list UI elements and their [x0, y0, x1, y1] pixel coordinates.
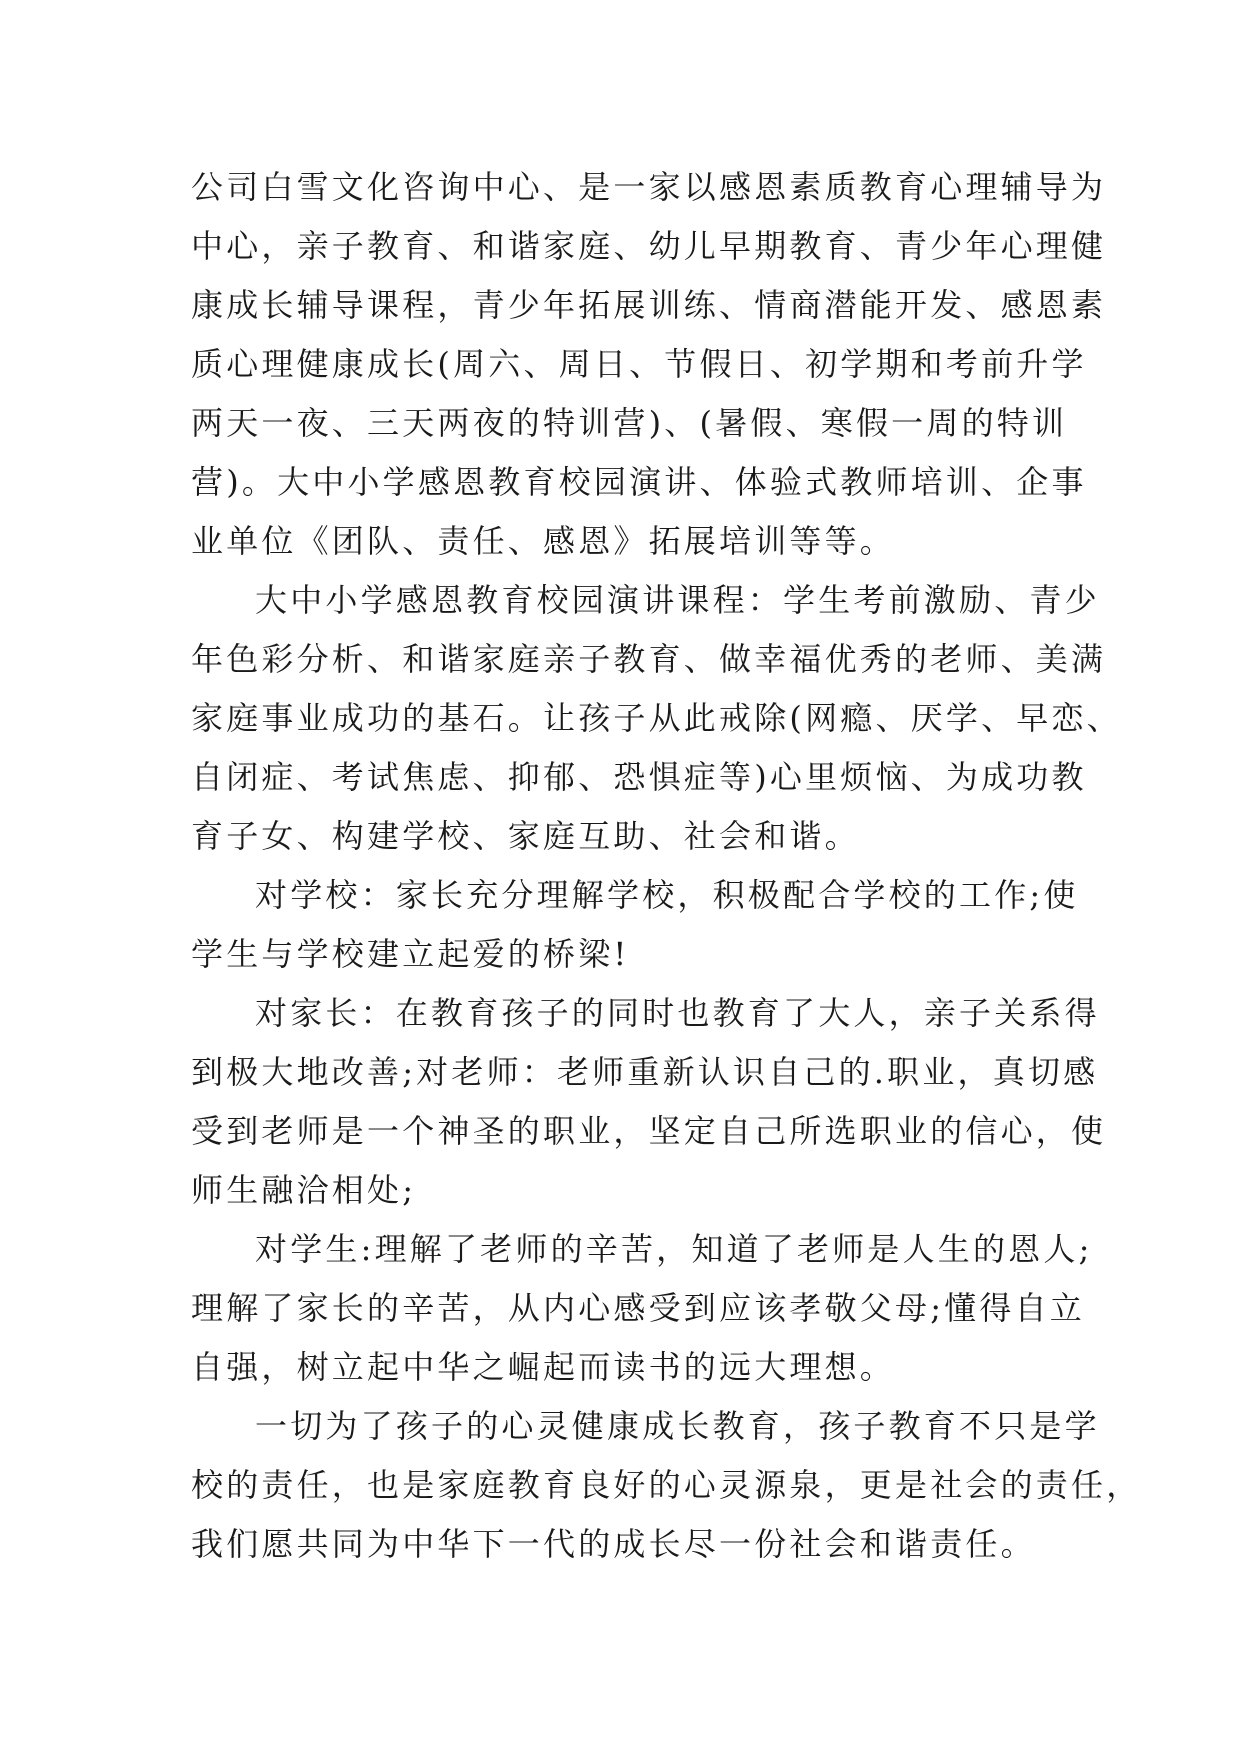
paragraph-intro-line-4: 质心理健康成长(周六、周日、节假日、初学期和考前升学: [191, 345, 1087, 383]
paragraph-conclusion-line-2: 校的责任，也是家庭教育良好的心灵源泉，更是社会的责任，: [191, 1466, 1142, 1504]
paragraph-lecture-courses-line-3: 家庭事业成功的基石。让孩子从此戒除(网瘾、厌学、早恋、: [191, 699, 1122, 737]
paragraph-for-students-line-1: 对学生:理解了老师的辛苦，知道了老师是人生的恩人;: [255, 1230, 1093, 1268]
paragraph-lecture-courses-line-4: 自闭症、考试焦虑、抑郁、恐惧症等)心里烦恼、为成功教: [191, 758, 1087, 796]
paragraph-intro-line-6: 营)。大中小学感恩教育校园演讲、体验式教师培训、企事: [191, 463, 1087, 501]
paragraph-intro-line-2: 中心，亲子教育、和谐家庭、幼儿早期教育、青少年心理健: [191, 227, 1107, 265]
paragraph-intro-line-1: 公司白雪文化咨询中心、是一家以感恩素质教育心理辅导为: [191, 168, 1107, 206]
paragraph-for-students-line-3: 自强，树立起中华之崛起而读书的远大理想。: [191, 1348, 896, 1386]
document-body: [191, 158, 1142, 1574]
paragraph-conclusion-line-3: 我们愿共同为中华下一代的成长尽一份社会和谐责任。: [191, 1525, 1036, 1563]
paragraph-lecture-courses-line-5: 育子女、构建学校、家庭互助、社会和谐。: [191, 817, 860, 855]
paragraph-lecture-courses-line-2: 年色彩分析、和谐家庭亲子教育、做幸福优秀的老师、美满: [191, 640, 1107, 678]
paragraph-lecture-courses-line-1: 大中小学感恩教育校园演讲课程：学生考前激励、青少: [255, 581, 1100, 619]
paragraph-intro-line-7: 业单位《团队、责任、感恩》拓展培训等等。: [191, 522, 896, 560]
paragraph-for-parents-line-3: 受到老师是一个神圣的职业，坚定自己所选职业的信心，使: [191, 1112, 1107, 1150]
paragraph-for-parents-line-1: 对家长：在教育孩子的同时也教育了大人，亲子关系得: [255, 994, 1100, 1032]
paragraph-for-students-line-2: 理解了家长的辛苦，从内心感受到应该孝敬父母;懂得自立: [191, 1289, 1085, 1327]
paragraph-for-parents-line-2: 到极大地改善;对老师：老师重新认识自己的.职业，真切感: [191, 1053, 1099, 1091]
paragraph-conclusion-line-1: 一切为了孩子的心灵健康成长教育，孩子教育不只是学: [255, 1407, 1100, 1445]
paragraph-for-parents-line-4: 师生融洽相处;: [191, 1171, 417, 1209]
paragraph-intro-line-5: 两天一夜、三天两夜的特训营)、(暑假、寒假一周的特训: [191, 404, 1068, 442]
paragraph-intro-line-3: 康成长辅导课程，青少年拓展训练、情商潜能开发、感恩素: [191, 286, 1107, 324]
paragraph-for-school-line-1: 对学校：家长充分理解学校，积极配合学校的工作;使: [255, 876, 1079, 914]
paragraph-for-school-line-2: 学生与学校建立起爱的桥梁!: [191, 935, 630, 973]
